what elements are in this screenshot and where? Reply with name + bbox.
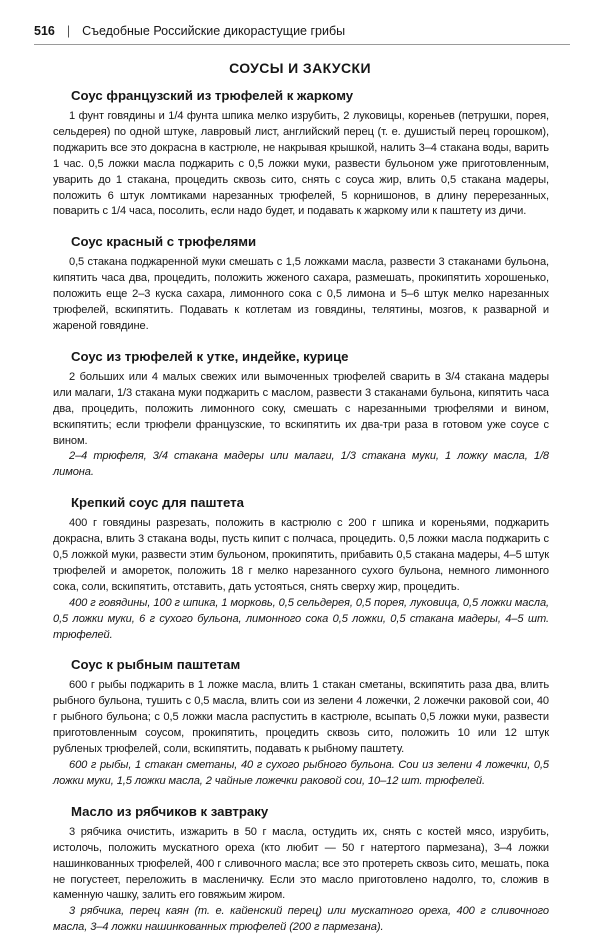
recipe-title: Соус из трюфелей к утке, индейке, курице (71, 348, 349, 364)
book-title: Съедобные Российские дикорастущие грибы (82, 24, 346, 38)
recipe (53, 804, 549, 936)
recipe-title: Крепкий соус для паштета (71, 495, 244, 511)
recipe-text: 2 больших или 4 малых свежих или вымоченных трюфелей сварить в 3/4 стакана мадеры или малаги, 1/3 стакана муки поджарить с маслом, развести 3 стаканами бульона, кипятить часа два, процедить, положить лимонного соку, смешать с нарезанными трюфелями и вином, вскипятить; если трюфели французские, то вскипятить их два-три раза в готовом уже соусе с вином. (53, 370, 549, 447)
recipe-text: 400 г говядины разрезать, положить в кастрюлю с 200 г шпика и кореньями, поджарить докрасна, влить 3 стакана воды, пусть кипит с полчаса, процедить. 0,5 ложки масла поджарить с 0,5 ложкой муки, развести этим бульоном, прокипятить, прибавить 0,5 стакана мадеры, 4–5 штук трюфелей и аморeток, положить 18 г мелко нарезанного сухого бульона, немного лимонного сока, соли, вскипятить, отставить, дать устояться, снять сверху жир, процедить. (53, 517, 549, 593)
recipe-text: 3 рябчика очистить, изжарить в 50 г масла, остудить их, снять с костей мясо, изрубить, истолочь, положить мускатного ореха (кто любит — 50 г натертого пармезана), 3–4 ложки нашинкованных трюфелей, 400 г сливочного масла; все это протереть сквозь сито, мешать, пока не погустеет, переложить в масленичку. Если это масло приготовлено надолго, то, сложив в каменную чашку, залить его говяжьим жиром. (53, 825, 549, 902)
recipe-title: Соус красный с трюфелями (71, 234, 257, 250)
chapter-title: СОУСЫ И ЗАКУСКИ (229, 60, 371, 76)
running-header (34, 22, 570, 45)
recipe-text: 600 г рыбы поджарить в 1 ложке масла, влить 1 стакан сметаны, вскипятить раза два, влить рыбного бульона, тушить с 0,5 масла, влить сои из зелени 4 ложечки, 2 ложечки раковой сои, 40 г рыбного бульона; с 0,5 ложки масла распустить в кастрюле, всыпать 0,5 ложки муки, развести приготовленным соусом, прокипятить, процедить сквозь сито, положить 10 или 12 штук рубленых трюфелей, соли, вскипятить, подавать к рыбному паштету. (53, 679, 549, 756)
recipe-ingredients: 2–4 трюфеля, 3/4 стакана мадеры или малаги, 1/3 стакана муки, 1 ложку масла, 1/8 лимона. (53, 450, 549, 479)
page-number: 516 (34, 24, 55, 38)
recipes-column (53, 88, 549, 950)
recipe (53, 657, 549, 789)
recipe-title: Масло из рябчиков к завтраку (71, 803, 269, 819)
recipe-ingredients: 3 рябчика, перец каян (т. е. кайенский перец) или мускатного ореха, 400 г сливочного масла, 3–4 ложки нашинкованных трюфелей (200 г пармезана). (53, 905, 549, 934)
recipe (53, 88, 549, 220)
recipe-ingredients: 600 г рыбы, 1 стакан сметаны, 40 г сухого рыбного бульона. Сои из зелени 4 ложечки, 0,5 ложки муки, 1,5 ложки масла, 2 чайные ложечки раковой сои, 10–12 шт. трюфелей. (53, 759, 549, 787)
recipe-title: Соус к рыбным паштетам (71, 657, 241, 673)
header-separator: | (66, 24, 71, 38)
recipe-text: 0,5 стакана поджаренной муки смешать с 1,5 ложками масла, развести 3 стаканами бульона, кипятить часа два, процедить, положить жженого сахара, размешать, прокипятить хорошенько, положить еще 2–3 куска сахара, лимонного сока с 0,5 лимона и 5–6 штук мелко нарезанных трюфелей, вскипятить. Подавать к котлетам из говядины, телятины, мозгов, к разварной и жареной говядине. (53, 256, 549, 332)
recipe (53, 349, 549, 481)
recipe-text: 1 фунт говядины и 1/4 фунта шпика мелко изрубить, 2 луковицы, кореньев (петрушки, порея, сельдерея) по одной штуке, лавровый лист, английский перец (т. е. душистый перец горошком), поджарить все это докрасна в кастрюле, не накрывая крышкой, налить 3–4 стакана воды, варить 1 час. 0,5 ложки масла поджарить с 0,5 ложки муки, развести бульоном уже приготовленным, уварить до 1 стакана, процедить сквозь сито, снять с соуса жир, влить 0,5 стакана мадеры, положить 6 штук ломтиками нарезанных трюфелей, 5 корнишонов, в длину перерезанных, поварить с 1/4 часа, посолить, если надо будет, и подавать к жаркому или к паштету из дичи. (53, 110, 549, 218)
recipe (53, 234, 549, 335)
recipe (53, 495, 549, 643)
recipe-ingredients: 400 г говядины, 100 г шпика, 1 морковь, 0,5 сельдерея, 0,5 порея, луковица, 0,5 ложки масла, 0,5 ложки муки, 6 г сухого бульона, лимонного сока 0,5 ложки, 0,5 стакана мадеры, 4–5 шт. трюфелей. (53, 596, 549, 641)
recipe-title: Соус французский из трюфелей к жаркому (71, 88, 354, 103)
